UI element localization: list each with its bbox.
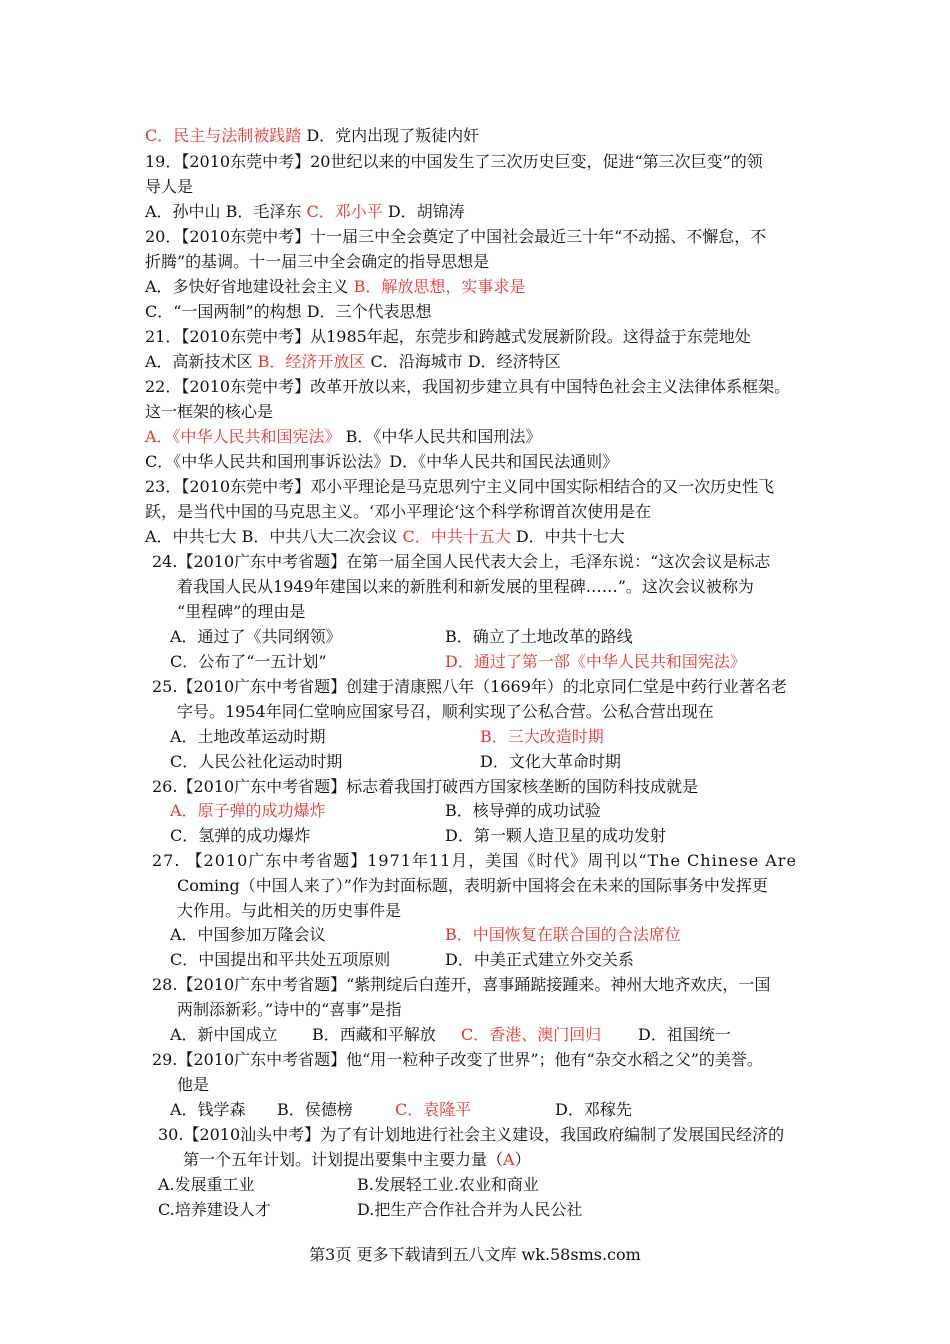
option-d: D．中美正式建立外交关系 [445, 950, 634, 969]
option-a: A．新中国成立 [170, 1025, 278, 1044]
option-text: A．中共七大 B．中共八大二次会议 [145, 527, 403, 546]
question-24-cont: 着我国人民从1949年建国以来的新胜利和新发展的里程碑……”。这次会议被称为 [177, 577, 754, 596]
question-23-options [145, 526, 625, 548]
answer-highlight: C．邓小平 [306, 202, 383, 221]
option-a: A．土地改革运动时期 [170, 727, 326, 746]
question-24: 24.【2010广东中考省题】在第一届全国人民代表大会上，毛泽东说：“这次会议是标志 [152, 552, 771, 571]
question-21-options [145, 351, 561, 373]
option-c: C．公布了“一五计划” [170, 652, 327, 671]
option-b-answer: B．三大改造时期 [480, 727, 604, 746]
question-23: 23．【2010东莞中考】邓小平理论是马克思列宁主义同中国实际相结合的又一次历史性飞 [145, 477, 775, 496]
question-29: 29.【2010广东中考省题】他“用一粒种子改变了世界”；他有“杂交水稻之父”的美誉。 [152, 1050, 763, 1069]
option-c: C．中国提出和平共处五项原则 [170, 950, 391, 969]
question-text: ） [514, 1150, 531, 1169]
option-text: D．党内出现了叛徒内奸 [301, 126, 480, 145]
question-29-cont: 他是 [177, 1075, 210, 1094]
option-d: D．文化大革命时期 [480, 752, 621, 771]
option-d: D．邓稼先 [555, 1100, 632, 1119]
option-b: B.发展轻工业.农业和商业 [357, 1175, 539, 1194]
answer-highlight: A [503, 1150, 515, 1169]
option-b-answer: B．中国恢复在联合国的合法席位 [445, 925, 681, 944]
question-21: 21．【2010东莞中考】从1985年起，东莞步和跨越式发展新阶段。这得益于东莞地处 [145, 327, 751, 346]
option-a-answer: A．原子弹的成功爆炸 [170, 801, 326, 820]
question-26: 26.【2010广东中考省题】标志着我国打破西方国家核垄断的国防科技成就是 [152, 777, 699, 796]
option-text: A．孙中山 B．毛泽东 [145, 202, 307, 221]
option-c-answer: C．袁隆平 [395, 1100, 472, 1119]
option-a: A．中国参加万隆会议 [170, 925, 326, 944]
question-20: 20．【2010东莞中考】十一届三中全会奠定了中国社会最近三十年“不动摇、不懈怠，不 [145, 227, 767, 246]
question-28: 28.【2010广东中考省题】“紫荆绽后白莲开，喜事踊踮接踵来。神州大地齐欢庆，一国 [152, 975, 771, 994]
answer-highlight: C．民主与法制被践踏 [145, 126, 302, 145]
option-b: B．侯德榜 [277, 1100, 353, 1119]
answer-highlight: C．中共十五大 [402, 527, 511, 546]
option-d: D.把生产合作社合并为人民公社 [357, 1200, 583, 1219]
question-23-cont: 跃，是当代中国的马克思主义。‘邓小平理论‘这个科学称谓首次使用是在 [145, 502, 652, 521]
question-19: 19．【2010东莞中考】20世纪以来的中国发生了三次历史巨变，促进“第三次巨变”的领 [145, 152, 763, 171]
question-22-options-1 [145, 426, 541, 448]
option-d-answer: D．通过了第一部《中华人民共和国宪法》 [445, 652, 746, 671]
question-25-cont: 字号。1954年同仁堂响应国家号召，顺利实现了公私合营。公私合营出现在 [177, 702, 714, 721]
option-a: A.发展重工业 [158, 1175, 255, 1194]
question-19-cont: 导人是 [145, 177, 194, 196]
question-30: 30.【2010汕头中考】为了有计划地进行社会主义建设，我国政府编制了发展国民经济的 [158, 1125, 785, 1144]
page-footer: 第3页 更多下载请到五八文库 wk.58sms.com [309, 1245, 641, 1264]
option-c-answer: C．香港、澳门回归 [461, 1025, 602, 1044]
question-27-cont: Coming（中国人来了）”作为封面标题，表明新中国将会在未来的国际事务中发挥更 [177, 876, 768, 895]
option-d: D．祖国统一 [638, 1025, 731, 1044]
option-c: C．氢弹的成功爆炸 [170, 826, 311, 845]
option-text: B．《中华人民共和国刑法》 [340, 427, 542, 446]
option-text: A．高新技术区 [145, 352, 258, 371]
option-b: B．西藏和平解放 [312, 1025, 436, 1044]
text-line [145, 125, 479, 147]
option-d: D．第一颗人造卫星的成功发射 [445, 826, 666, 845]
question-20-options-1 [145, 276, 525, 298]
answer-highlight: B．解放思想，实事求是 [353, 277, 526, 296]
question-25: 25.【2010广东中考省题】创建于清康熙八年（1669年）的北京同仁堂是中药行业著名老 [152, 677, 787, 696]
question-text: 第一个五年计划。计划提出要集中主要力量（ [183, 1150, 504, 1169]
question-22-cont: 这一框架的核心是 [145, 402, 274, 421]
option-b: B．核导弹的成功试验 [445, 801, 601, 820]
question-20-cont: 折腾”的基调。十一届三中全会确定的指导思想是 [145, 252, 490, 271]
question-19-options [145, 201, 465, 223]
question-22: 22．【2010东莞中考】改革开放以来，我国初步建立具有中国特色社会主义法律体系框架。 [145, 377, 791, 396]
option-text: C．沿海城市 D．经济特区 [365, 352, 561, 371]
option-text: D．胡锦涛 [382, 202, 465, 221]
option-a: A．通过了《共同纲领》 [170, 627, 342, 646]
question-24-cont: “里程碑”的理由是 [177, 602, 306, 621]
question-28-cont: 两制添新彩。”诗中的“喜事”是指 [177, 1000, 402, 1019]
question-22-options-2: C．《中华人民共和国刑事诉讼法》D．《中华人民共和国民法通则》 [145, 452, 619, 471]
option-c: C.培养建设人才 [158, 1200, 271, 1219]
question-20-options-2: C．“一国两制”的构想 D．三个代表思想 [145, 302, 432, 321]
question-27: 27. 【2010广东中考省题】1971年11月，美国《时代》周刊以“The Chinese Are [152, 851, 797, 870]
option-text: A．多快好省地建设社会主义 [145, 277, 354, 296]
option-b: B．确立了土地改革的路线 [445, 627, 633, 646]
answer-highlight: B．经济开放区 [257, 352, 366, 371]
question-27-cont: 大作用。与此相关的历史事件是 [177, 901, 402, 920]
option-c: C．人民公社化运动时期 [170, 752, 343, 771]
answer-highlight: A．《中华人民共和国宪法》 [145, 427, 341, 446]
option-a: A．钱学森 [170, 1100, 246, 1119]
question-30-cont [183, 1149, 531, 1171]
option-text: D．中共十七大 [510, 527, 625, 546]
